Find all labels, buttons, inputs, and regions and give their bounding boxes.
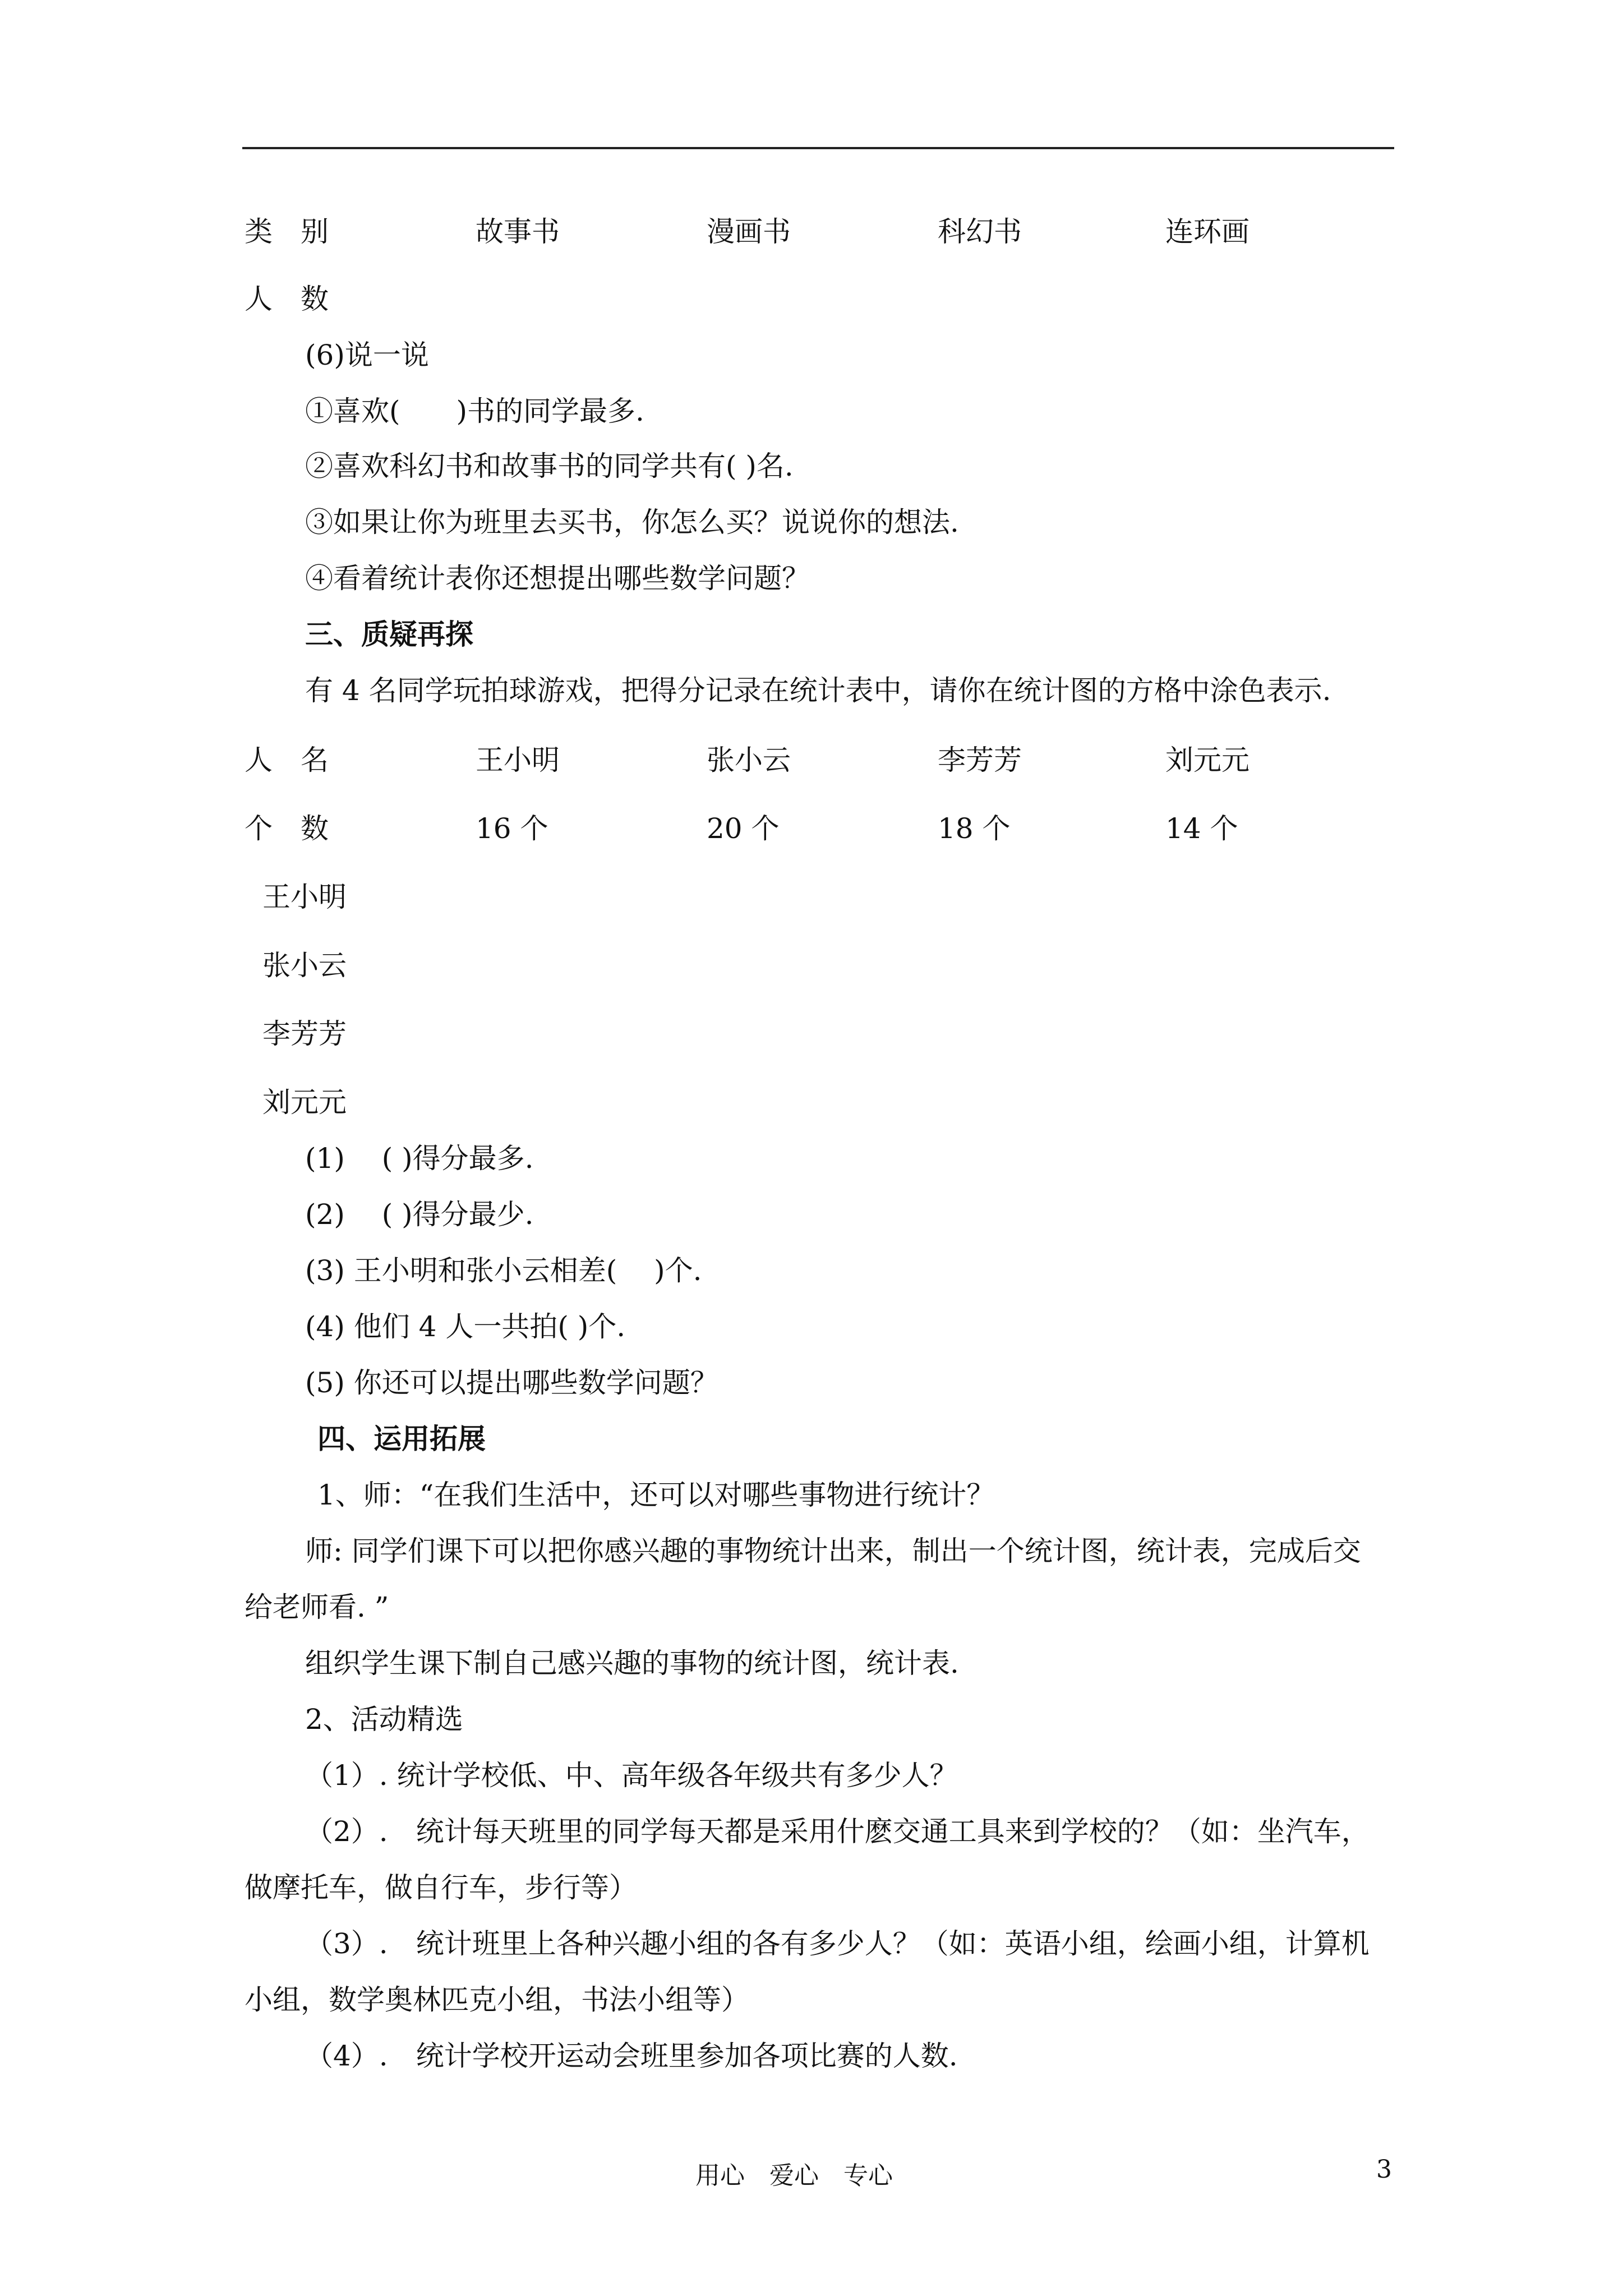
- table1-row-label: 人 数: [245, 283, 329, 315]
- section3-heading: 三、质疑再探: [305, 618, 473, 651]
- table2-header-name: 人 名: [245, 744, 329, 776]
- activity-3a: （3）. 统计班里上各种兴趣小组的各有多少人？（如：英语小组，绘画小组，计算机: [305, 1927, 1370, 1960]
- table2-cell-2: 20 个: [707, 812, 780, 845]
- section4-p2a: 师: 同学们课下可以把你感兴趣的事物统计出来，制出一个统计图，统计表，完成后交: [305, 1535, 1361, 1567]
- section6-item-4: ④看着统计表你还想提出哪些数学问题？: [305, 562, 810, 595]
- chart-label-1: 王小明: [262, 881, 347, 913]
- question-1: (1) ( )得分最多.: [305, 1142, 534, 1175]
- table2-cell-1: 16 个: [476, 812, 548, 845]
- table1-header-comic: 漫画书: [707, 215, 791, 248]
- section6-item-3: ③如果让你为班里去买书，你怎么买？说说你的想法.: [305, 506, 959, 539]
- table1-header-category: 类 别: [245, 215, 329, 248]
- table2-header-1: 王小明: [476, 744, 560, 776]
- question-2: (2) ( )得分最少.: [305, 1198, 534, 1231]
- question-3: (3) 王小明和张小云相差( )个.: [305, 1254, 702, 1287]
- footer-motto: 用心 爱心 专心: [695, 2161, 893, 2190]
- table2-cell-3: 18 个: [938, 812, 1011, 845]
- activity-1: （1）. 统计学校低、中、高年级各年级共有多少人？: [305, 1759, 958, 1792]
- section3-intro: 有 4 名同学玩拍球游戏，把得分记录在统计表中，请你在统计图的方格中涂色表示.: [305, 674, 1331, 707]
- activity-2a: （2）. 统计每天班里的同学每天都是采用什麽交通工具来到学校的？（如：坐汽车，: [305, 1815, 1370, 1848]
- section4-p2b: 给老师看. ”: [245, 1591, 389, 1623]
- table2-header-3: 李芳芳: [938, 744, 1022, 776]
- table2-header-2: 张小云: [707, 744, 791, 776]
- question-5: (5) 你还可以提出哪些数学问题？: [305, 1366, 718, 1399]
- table1-header-scifi: 科幻书: [938, 215, 1022, 248]
- section4-p4: 2、活动精选: [305, 1703, 463, 1736]
- section4-p3: 组织学生课下制自己感兴趣的事物的统计图，统计表.: [305, 1647, 959, 1680]
- chart-label-4: 刘元元: [262, 1086, 347, 1119]
- activity-4: （4）. 统计学校开运动会班里参加各项比赛的人数.: [305, 2040, 958, 2072]
- section6-title: (6)说一说: [305, 339, 429, 371]
- section6-item-2: ②喜欢科幻书和故事书的同学共有( )名.: [305, 450, 794, 482]
- section6-item-1: ①喜欢( )书的同学最多.: [305, 395, 644, 427]
- header-rule: [242, 147, 1394, 149]
- table1-header-story: 故事书: [476, 215, 560, 248]
- table1-header-picture: 连环画: [1165, 215, 1249, 248]
- chart-label-2: 张小云: [262, 949, 347, 982]
- table2-row-label: 个 数: [245, 812, 329, 845]
- table2-header-4: 刘元元: [1165, 744, 1249, 776]
- question-4: (4) 他们 4 人一共拍( )个.: [305, 1310, 626, 1343]
- page-number: 3: [1376, 2155, 1392, 2184]
- table2-cell-4: 14 个: [1165, 812, 1238, 845]
- chart-label-3: 李芳芳: [262, 1018, 347, 1050]
- activity-2b: 做摩托车，做自行车，步行等）: [245, 1871, 637, 1904]
- activity-3b: 小组，数学奥林匹克小组，书法小组等）: [245, 1984, 749, 2016]
- section4-heading: 四、运用拓展: [317, 1422, 486, 1455]
- section4-p1: 1、师：“在我们生活中，还可以对哪些事物进行统计？: [317, 1479, 995, 1511]
